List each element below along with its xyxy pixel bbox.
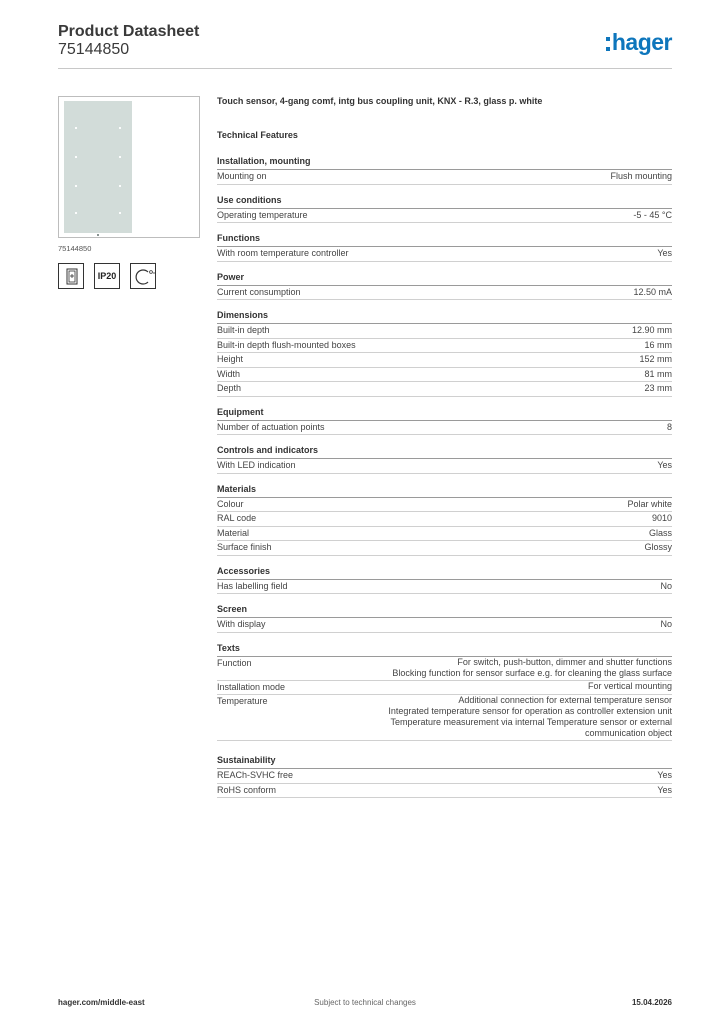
spec-row [217, 527, 672, 542]
spec-value: Flush mounting [610, 171, 672, 181]
spec-value: Glass [648, 527, 672, 538]
spec-label: Width [217, 368, 241, 379]
product-details [217, 96, 672, 808]
section-title: Sustainability [217, 755, 672, 769]
spec-row [217, 368, 672, 383]
section-accessories [217, 566, 672, 595]
spec-value: Yes [657, 770, 672, 780]
spec-row [217, 353, 672, 368]
section-texts [217, 643, 672, 742]
spec-row [217, 498, 672, 513]
section-title: Materials [217, 484, 672, 498]
section-controls [217, 445, 672, 474]
spec-value-line: Temperature measurement via internal Temperature sensor or external communication object [390, 717, 672, 738]
section-title: Power [217, 272, 672, 286]
section-title: Dimensions [217, 310, 672, 324]
section-title: Screen [217, 604, 672, 618]
spec-label: Function [217, 657, 252, 668]
spec-value: Yes [657, 784, 672, 795]
section-title: Accessories [217, 566, 672, 580]
spec-value: Yes [657, 248, 672, 258]
section-functions [217, 233, 672, 262]
page-header [58, 20, 672, 69]
spec-value: Yes [657, 460, 672, 470]
spec-label: Temperature [217, 696, 268, 706]
image-caption: 75144850 [58, 244, 92, 253]
spec-row [217, 209, 672, 224]
ip20-badge [94, 263, 120, 289]
footer-note: Subject to technical changes [314, 998, 416, 1007]
spec-value-line: Additional connection for external temperature sensor [458, 695, 672, 705]
spec-row [217, 695, 672, 741]
spec-value [352, 681, 672, 695]
spec-value-line: Blocking function for sensor surface e.g. for cleaning the glass surface [392, 667, 672, 678]
spec-label: REACh-SVHC free [217, 770, 294, 780]
spec-value: 9010 [651, 513, 672, 523]
spec-label: Current consumption [217, 286, 301, 297]
product-number: 75144850 [58, 41, 130, 58]
spec-value: 12.90 mm [631, 325, 672, 335]
section-title: Controls and indicators [217, 445, 672, 459]
spec-row [217, 512, 672, 527]
spec-row [217, 769, 672, 784]
spec-row [217, 681, 672, 696]
temperature-sensor-icon [130, 263, 156, 289]
logo-dots-icon [606, 37, 610, 51]
ip-rating-label: IP20 [97, 271, 117, 281]
spec-row [217, 580, 672, 595]
section-dimensions [217, 310, 672, 397]
section-title: Installation, mounting [217, 156, 672, 170]
section-screen [217, 604, 672, 633]
spec-row [217, 784, 672, 799]
spec-value: Polar white [627, 498, 672, 509]
page-footer [58, 998, 672, 1014]
section-title: Functions [217, 233, 672, 247]
spec-value-line: For switch, push-button, dimmer and shutter functions [457, 656, 672, 667]
spec-value: 16 mm [644, 339, 672, 350]
spec-label: Has labelling field [217, 580, 288, 591]
spec-label: Surface finish [217, 542, 272, 552]
section-title: Equipment [217, 407, 672, 421]
spec-label: With display [217, 619, 266, 629]
spec-row [217, 170, 672, 185]
spec-label: Number of actuation points [217, 421, 325, 432]
technical-features-heading: Technical Features [217, 130, 298, 140]
spec-label: Mounting on [217, 171, 267, 181]
spec-row [217, 382, 672, 397]
spec-value: 8 [666, 421, 672, 432]
spec-value: Glossy [644, 542, 672, 552]
spec-row [217, 459, 672, 474]
spec-label: Material [217, 527, 250, 538]
section-equipment [217, 407, 672, 436]
spec-label: RAL code [217, 513, 257, 523]
spec-row [217, 247, 672, 262]
spec-row [217, 286, 672, 301]
section-materials [217, 484, 672, 556]
spec-row [217, 657, 672, 681]
spec-value: 23 mm [644, 383, 672, 393]
section-title: Use conditions [217, 195, 672, 209]
spec-value: 152 mm [639, 354, 672, 364]
section-installation [217, 156, 672, 185]
document-title: Product Datasheet [58, 23, 200, 40]
spec-value [352, 657, 672, 680]
product-image [64, 101, 132, 233]
spec-label: Operating temperature [217, 209, 308, 220]
spec-label: With LED indication [217, 460, 296, 470]
spec-value: 12.50 mA [633, 286, 672, 297]
logo-text: hager [611, 29, 672, 55]
spec-value-line: Integrated temperature sensor for operation as controller extension unit [388, 706, 672, 716]
spec-value: No [660, 580, 672, 591]
section-sustainability [217, 755, 672, 798]
spec-row [217, 324, 672, 339]
section-use-conditions [217, 195, 672, 224]
spec-label: RoHS conform [217, 784, 277, 795]
spec-value: No [660, 619, 672, 629]
certification-badges [58, 263, 166, 289]
spec-label: Built-in depth [217, 325, 270, 335]
document-date: 15.04.2026 [631, 998, 672, 1007]
spec-value [372, 695, 672, 740]
spec-label: Colour [217, 498, 244, 509]
spec-label: Installation mode [217, 681, 286, 692]
website-link[interactable]: hager.com/middle-east [58, 998, 145, 1007]
spec-row [217, 541, 672, 556]
spec-label: Height [217, 354, 244, 364]
spec-label: With room temperature controller [217, 248, 349, 258]
product-image-frame [58, 96, 200, 238]
section-power [217, 272, 672, 301]
spec-value: -5 - 45 °C [633, 209, 672, 220]
flush-mount-icon [58, 263, 84, 289]
section-title: Texts [217, 643, 672, 657]
spec-value-line: For vertical mounting [587, 680, 672, 691]
spec-label: Depth [217, 383, 242, 393]
product-description: Touch sensor, 4-gang comf, intg bus coupling unit, KNX - R.3, glass p. white [217, 96, 543, 106]
spec-row [217, 339, 672, 354]
hager-logo[interactable] [606, 28, 672, 56]
spec-label: Built-in depth flush-mounted boxes [217, 339, 356, 350]
spec-row [217, 421, 672, 436]
spec-value: 81 mm [644, 368, 672, 379]
spec-row [217, 618, 672, 633]
